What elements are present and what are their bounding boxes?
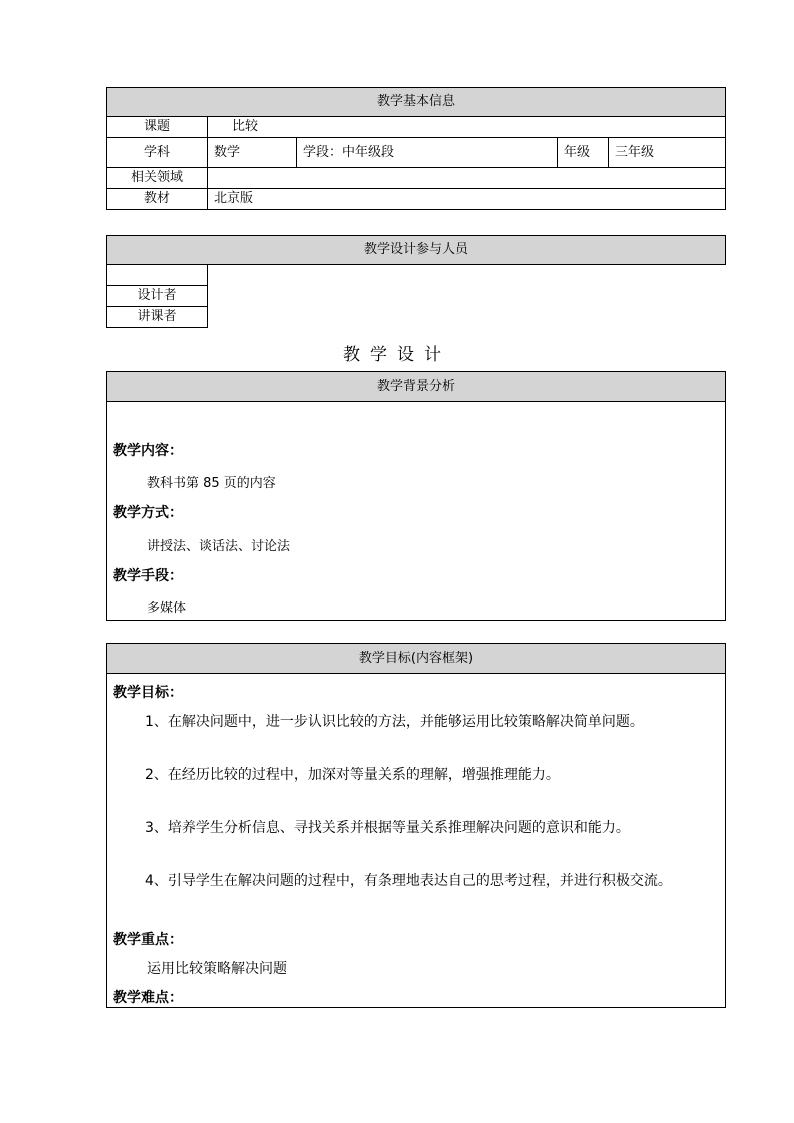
field-value <box>208 168 726 189</box>
goal-item: 2、在经历比较的过程中，加深对等量关系的理解，增强推理能力。 <box>145 767 560 783</box>
topic-label: 课题 <box>107 117 208 138</box>
participants-table <box>106 235 726 328</box>
objectives-header: 教学目标(内容框架) <box>107 644 725 674</box>
method-label: 教学方式： <box>113 505 183 521</box>
subject-value: 数学 <box>208 138 297 168</box>
goals-label: 教学目标： <box>113 685 183 701</box>
goal-item: 1、在解决问题中，进一步认识比较的方法，并能够运用比较策略解决简单问题。 <box>145 714 644 730</box>
lecturer-label: 讲课者 <box>107 307 208 328</box>
participants-header: 教学设计参与人员 <box>107 236 726 265</box>
means-value: 多媒体 <box>147 601 187 616</box>
grade-value: 三年级 <box>609 138 726 168</box>
background-section <box>106 371 726 621</box>
content-value: 教科书第 85 页的内容 <box>147 476 276 491</box>
content-label: 教学内容： <box>113 443 183 459</box>
difficulty-label: 教学难点： <box>113 990 183 1006</box>
method-value: 讲授法、谈话法、讨论法 <box>147 539 291 554</box>
grade-label: 年级 <box>558 138 609 168</box>
field-label: 相关领域 <box>107 168 208 189</box>
textbook-value: 北京版 <box>208 189 726 210</box>
participants-blank-cell <box>107 265 208 286</box>
key-point-value: 运用比较策略解决问题 <box>147 961 287 977</box>
designer-label: 设计者 <box>107 286 208 307</box>
stage-value: 学段：中年级段 <box>297 138 558 168</box>
key-point-label: 教学重点： <box>113 932 183 948</box>
textbook-label: 教材 <box>107 189 208 210</box>
basic-info-table <box>106 87 726 210</box>
means-label: 教学手段： <box>113 568 183 584</box>
subject-label: 学科 <box>107 138 208 168</box>
topic-value: 比较 <box>208 117 726 138</box>
background-header: 教学背景分析 <box>107 372 725 402</box>
document-title: 教学设计 <box>343 345 451 365</box>
goal-item: 3、培养学生分析信息、寻找关系并根据等量关系推理解决问题的意识和能力。 <box>145 820 630 836</box>
objectives-section <box>106 643 726 1008</box>
basic-info-header: 教学基本信息 <box>107 88 726 117</box>
goal-item: 4、引导学生在解决问题的过程中，有条理地表达自己的思考过程，并进行积极交流。 <box>145 873 672 889</box>
